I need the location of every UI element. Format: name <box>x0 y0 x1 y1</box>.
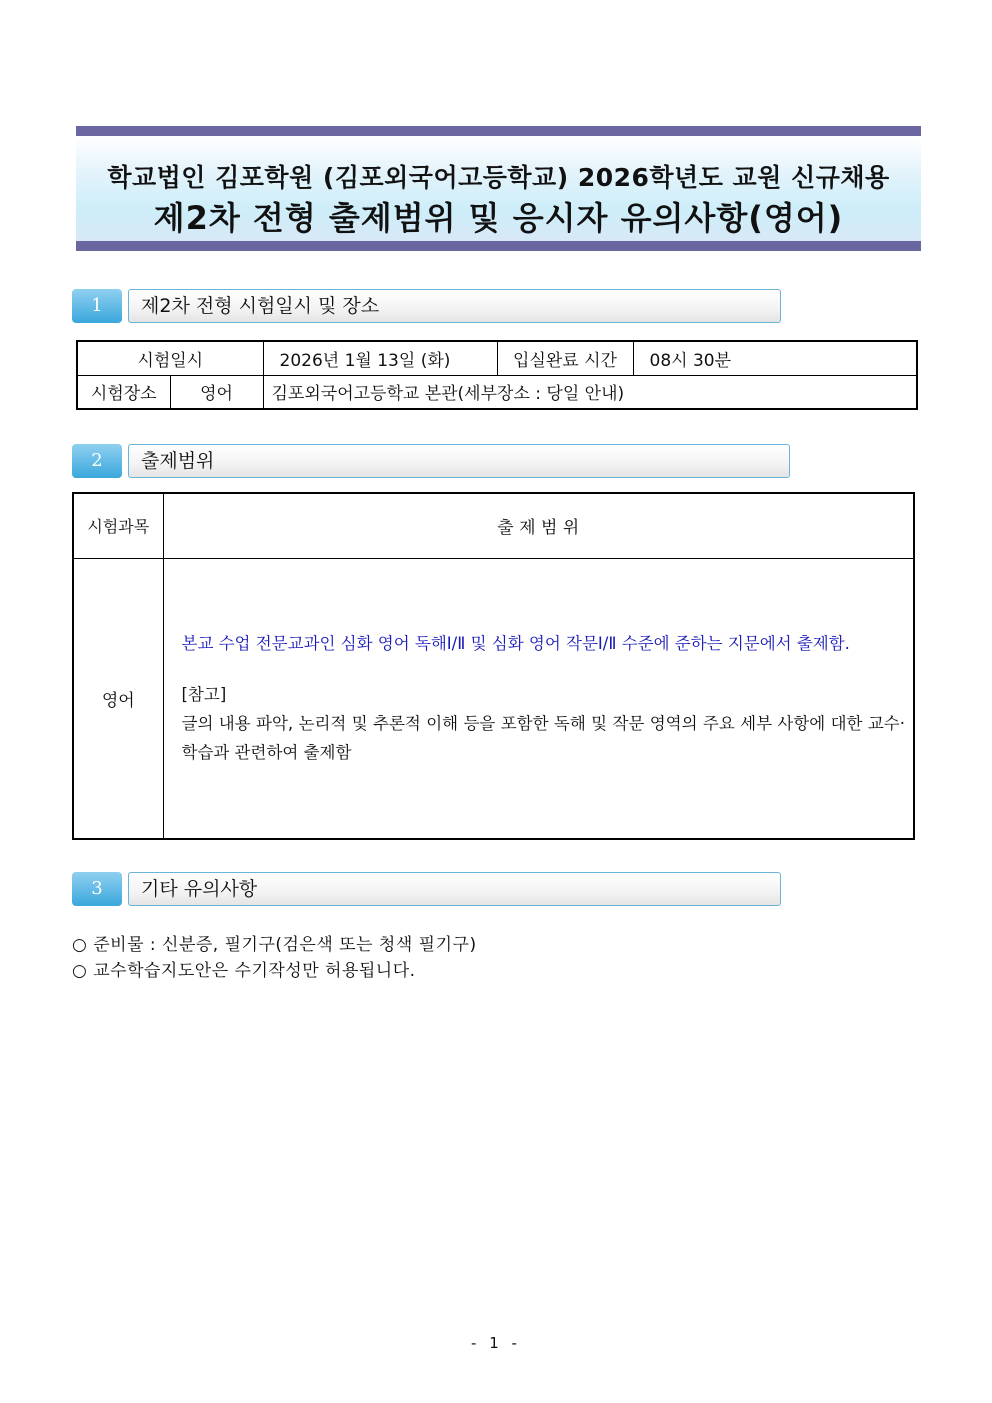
scope-note-label: [참고] <box>181 685 227 705</box>
exam-date-value: 2026년 1월 13일 (화) <box>263 341 497 375</box>
table-row <box>77 375 917 409</box>
section3-title: 기타 유의사항 <box>128 872 781 906</box>
notice-list <box>72 932 477 984</box>
scope-header: 출 제 범 위 <box>163 493 914 558</box>
exam-scope-table <box>72 492 915 840</box>
list-item: ○ 준비물 : 신분증, 필기구(검은색 또는 청색 필기구) <box>72 935 477 955</box>
scope-subject: 영어 <box>73 558 163 839</box>
scope-main-text: 본교 수업 전문교과인 심화 영어 독해Ⅰ/Ⅱ 및 심화 영어 작문Ⅰ/Ⅱ 수준에 준하는 지문에서 출제함. <box>181 634 850 654</box>
exam-place-value: 김포외국어고등학교 본관(세부장소 : 당일 안내) <box>263 375 917 409</box>
section2-number-badge: 2 <box>72 444 122 478</box>
table-row <box>77 341 917 375</box>
page-number: - 1 - <box>471 1334 521 1352</box>
list-item: ○ 교수학습지도안은 수기작성만 허용됩니다. <box>72 961 416 981</box>
document-title-line1: 학교법인 김포학원 (김포외국어고등학교) 2026학년도 교원 신규채용 <box>107 163 890 192</box>
section2-title: 출제범위 <box>128 444 790 478</box>
subject-header: 시험과목 <box>73 493 163 558</box>
document-title-banner <box>76 126 921 251</box>
section1-number-badge: 1 <box>72 289 122 323</box>
exam-schedule-table <box>76 340 918 410</box>
table-row <box>73 493 914 558</box>
exam-date-label: 시험일시 <box>77 341 263 375</box>
exam-subject: 영어 <box>170 375 263 409</box>
section3-number-badge: 3 <box>72 872 122 906</box>
scope-content <box>163 558 914 839</box>
section1-title: 제2차 전형 시험일시 및 장소 <box>128 289 781 323</box>
table-row <box>73 558 914 839</box>
entry-time-value: 08시 30분 <box>633 341 917 375</box>
entry-time-label: 입실완료 시간 <box>497 341 633 375</box>
document-title-line2: 제2차 전형 출제범위 및 응시자 유의사항(영어) <box>153 199 844 237</box>
scope-note-text: 글의 내용 파악, 논리적 및 추론적 이해 등을 포함한 독해 및 작문 영역의 주요 세부 사항에 대한 교수·학습과 관련하여 출제함 <box>181 714 905 763</box>
exam-place-label: 시험장소 <box>77 375 170 409</box>
